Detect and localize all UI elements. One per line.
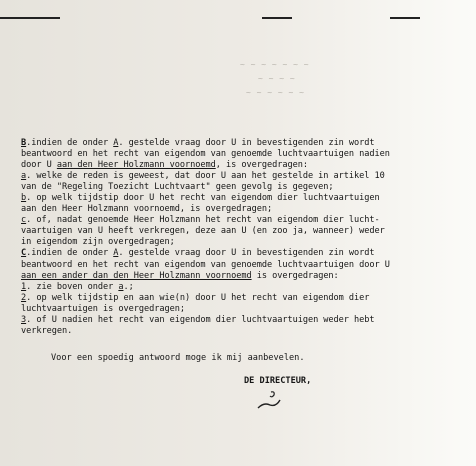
body-line (21, 260, 473, 271)
signature-mark (250, 388, 290, 412)
body-line (21, 215, 473, 226)
text-segment: . of, nadat genoemde Heer Holzmann het recht van eigendom dier lucht- (26, 215, 380, 226)
bleed-through-text-1: ~ ~ ~ ~ ~ ~ ~ (240, 60, 310, 69)
text-segment: .indien de onder (26, 138, 114, 148)
body-line (21, 315, 473, 326)
text-segment: aan den Heer Holzmann voornoemd, is overgedragen; (21, 204, 273, 215)
text-segment: . zie boven onder (26, 281, 119, 292)
text-segment: C (21, 248, 27, 259)
body-line (21, 160, 473, 171)
text-segment: . gestelde vraag door U in bevestigenden zin wordt (118, 138, 375, 148)
text-segment: 3 (21, 314, 27, 325)
body-line (21, 304, 473, 315)
text-segment: beantwoord en het recht van eigendom van genoemde luchtvaartuigen door U (21, 259, 390, 270)
text-segment: .indien de onder (26, 248, 114, 259)
bleed-through-text-2: ~ ~ ~ ~ (258, 74, 296, 83)
body-line (21, 326, 473, 337)
text-segment: a (118, 281, 124, 292)
text-segment: vaartuigen van U heeft verkregen, deze aan U (en zoo ja, wanneer) weder (21, 226, 385, 237)
text-segment: 1 (21, 281, 27, 292)
body-line (21, 237, 473, 248)
text-segment: in eigendom zijn overgedragen; (21, 237, 175, 248)
text-segment: .; (123, 281, 134, 292)
text-segment: verkregen. (21, 325, 73, 336)
text-segment: . op welk tijdstip door U het recht van eigendom dier luchtvaartuigen (26, 193, 380, 204)
body-line (21, 193, 473, 204)
text-segment: B (21, 138, 27, 148)
text-segment: , is overgedragen: (215, 160, 308, 171)
text-segment: 2 (21, 292, 27, 303)
text-segment: . op welk tijdstip en aan wie(n) door U het recht van eigendom dier (26, 292, 370, 303)
body-line (21, 149, 473, 160)
letter-body (21, 138, 473, 337)
body-line (21, 282, 473, 293)
text-segment: luchtvaartuigen is overgedragen; (21, 303, 185, 314)
closing-sentence: Voor een spoedig antwoord moge ik mij aanbevelen. (51, 353, 305, 363)
body-line (21, 204, 473, 215)
body-line (21, 182, 473, 193)
text-segment: van de "Regeling Toezicht Luchtvaart" geen gevolg is gegeven; (21, 182, 334, 193)
handwritten-signature (250, 388, 290, 416)
text-segment: aan den Heer Holzmann voornoemd (56, 160, 216, 171)
body-line (21, 293, 473, 304)
text-segment: A (113, 138, 119, 148)
text-segment: c (21, 215, 27, 226)
text-segment: . gestelde vraag door U in bevestigenden zin wordt (118, 248, 375, 259)
bleed-through-text-3: ~ ~ ~ ~ ~ ~ (246, 88, 305, 97)
top-rule-middle (262, 17, 292, 19)
body-line (21, 248, 473, 259)
text-segment: . of U nadien het recht van eigendom dier luchtvaartuigen weder hebt (26, 314, 375, 325)
top-rule-left (0, 17, 60, 19)
text-segment: door U (21, 160, 57, 171)
text-segment: a (21, 171, 27, 182)
text-segment: is overgedragen: (251, 270, 339, 281)
signatory-title: DE DIRECTEUR, (244, 376, 312, 386)
body-line (21, 226, 473, 237)
text-segment: A (113, 248, 119, 259)
text-segment: . welke de reden is geweest, dat door U aan het gestelde in artikel 10 (26, 171, 385, 182)
body-line (21, 171, 473, 182)
text-segment: aan een ander dan den Heer Holzmann voornoemd (21, 270, 252, 281)
text-segment: beantwoord en het recht van eigendom van genoemde luchtvaartuigen nadien (21, 149, 390, 160)
body-line (21, 138, 473, 149)
text-segment: b (21, 193, 27, 204)
top-rule-right (390, 17, 420, 19)
body-line (21, 271, 473, 282)
